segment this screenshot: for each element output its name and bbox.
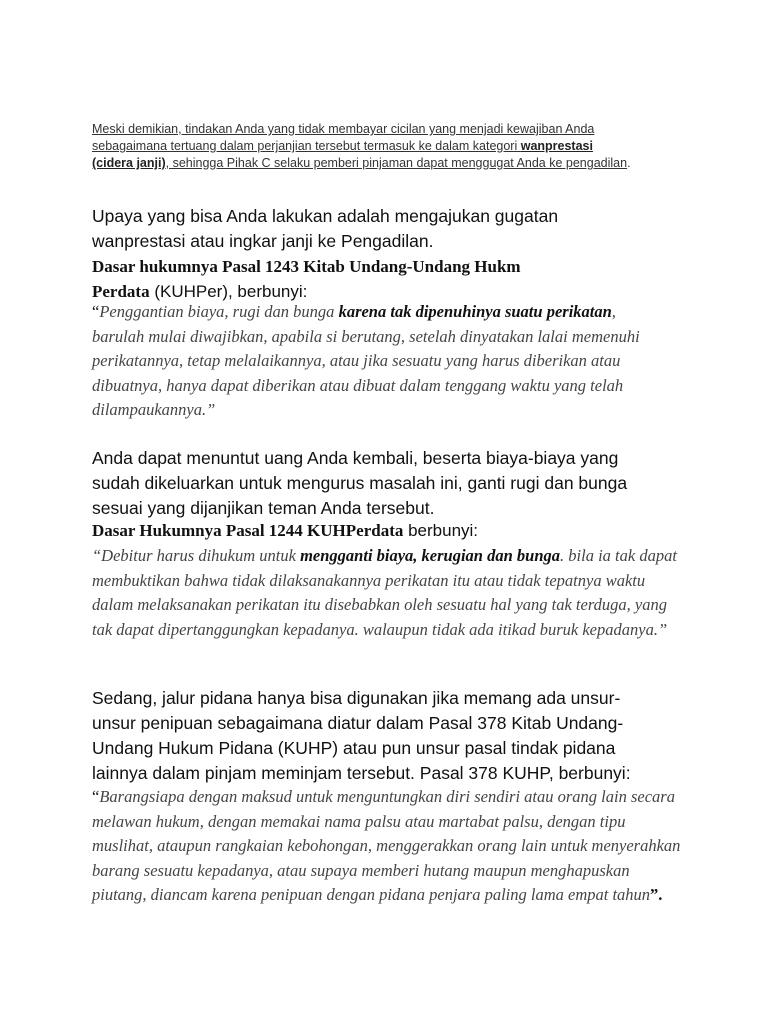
section-1-basis-plain: (KUHPer), berbunyi: (149, 282, 308, 301)
section-1-paragraph: Upaya yang bisa Anda lakukan adalah mengajukan gugatan wanprestasi atau ingkar janji ke Pengadilan. (92, 206, 559, 251)
section-1-quote-bold: karena tak dipenuhinya suatu perikatan (338, 302, 612, 321)
section-3-quote (92, 785, 682, 908)
section-1-basis-bold: Dasar hukumnya Pasal 1243 Kitab Undang-Undang Hukm Perdata (92, 257, 521, 301)
section-3-quote-text: Barangsiapa dengan maksud untuk menguntungkan diri sendiri atau orang lain secara melawan hukum, dengan memakai nama palsu atau martabat palsu, dengan tipu muslihat, ataupun rangkaian kebohongan, menggerakkan orang lain untuk menyerahkan barang sesuatu kepadanya, atau supaya memberi hutang maupun menghapuskan piutang, diancam karena penipuan dengan pidana penjara paling lama empat tahun (92, 787, 681, 904)
section-1-quote-open: “ (92, 302, 100, 321)
section-2-basis-bold: Dasar Hukumnya Pasal 1244 KUHPerdata (92, 521, 404, 540)
section-2-quote (92, 544, 682, 642)
intro-paragraph (92, 121, 637, 172)
section-2-legal-basis (92, 518, 652, 543)
section-2-quote-text-1: “Debitur harus dihukum untuk (92, 546, 301, 565)
section-2-basis-plain: berbunyi: (403, 521, 479, 540)
intro-bold-term: wanprestasi (cidera janji) (92, 139, 593, 170)
intro-period: . (627, 156, 631, 170)
section-1-legal-basis (92, 254, 572, 304)
section-3-paragraph: Sedang, jalur pidana hanya bisa digunakan jika memang ada unsur-unsur penipuan sebagaimana diatur dalam Pasal 378 Kitab Undang-Undang Hukum Pidana (KUHP) atau pun unsur pasal tindak pidana lainnya dalam pinjam meminjam tersebut. Pasal 378 KUHP, berbunyi: (92, 688, 631, 783)
section-1-quote-text-1: Penggantian biaya, rugi dan bunga (99, 302, 339, 321)
section-3-quote-open: “ (92, 787, 100, 806)
intro-text-1: Meski demikian, tindakan Anda yang tidak membayar cicilan yang menjadi kewajiban Anda sebagaimana tertuang dalam perjanjian tersebut termasuk ke dalam kategori (92, 122, 595, 153)
section-2-paragraph: Anda dapat menuntut uang Anda kembali, beserta biaya-biaya yang sudah dikeluarkan untuk mengurus masalah ini, ganti rugi dan bunga sesuai yang dijanjikan teman Anda tersebut. (92, 448, 628, 518)
intro-text-2: , sehingga Pihak C selaku pemberi pinjaman dapat menggugat Anda ke pengadilan (165, 156, 628, 170)
section-2-quote-text-2: . bila ia tak dapat membuktikan bahwa tidak dilaksanakannya perikatan itu atau tidak tepatnya waktu dalam melaksanakan perikatan itu disebabkan oleh sesuatu hal yang tak terduga, yang tak dapat dipertanggungkan kepadanya. walaupun tidak ada itikad buruk kepadanya.” (92, 546, 677, 639)
section-1-quote (92, 300, 672, 423)
section-1-quote-text-2: , barulah mulai diwajibkan, apabila si berutang, setelah dinyatakan lalai memenuhi perikatannya, tetap melalaikannya, atau jika sesuatu yang harus diberikan atau dibuatnya, hanya dapat diberikan atau dibuat dalam tenggang waktu yang telah dilampaukannya.” (92, 302, 640, 419)
section-3-quote-close: ”. (650, 885, 663, 904)
section-2-quote-bold: mengganti biaya, kerugian dan bunga (300, 546, 561, 565)
